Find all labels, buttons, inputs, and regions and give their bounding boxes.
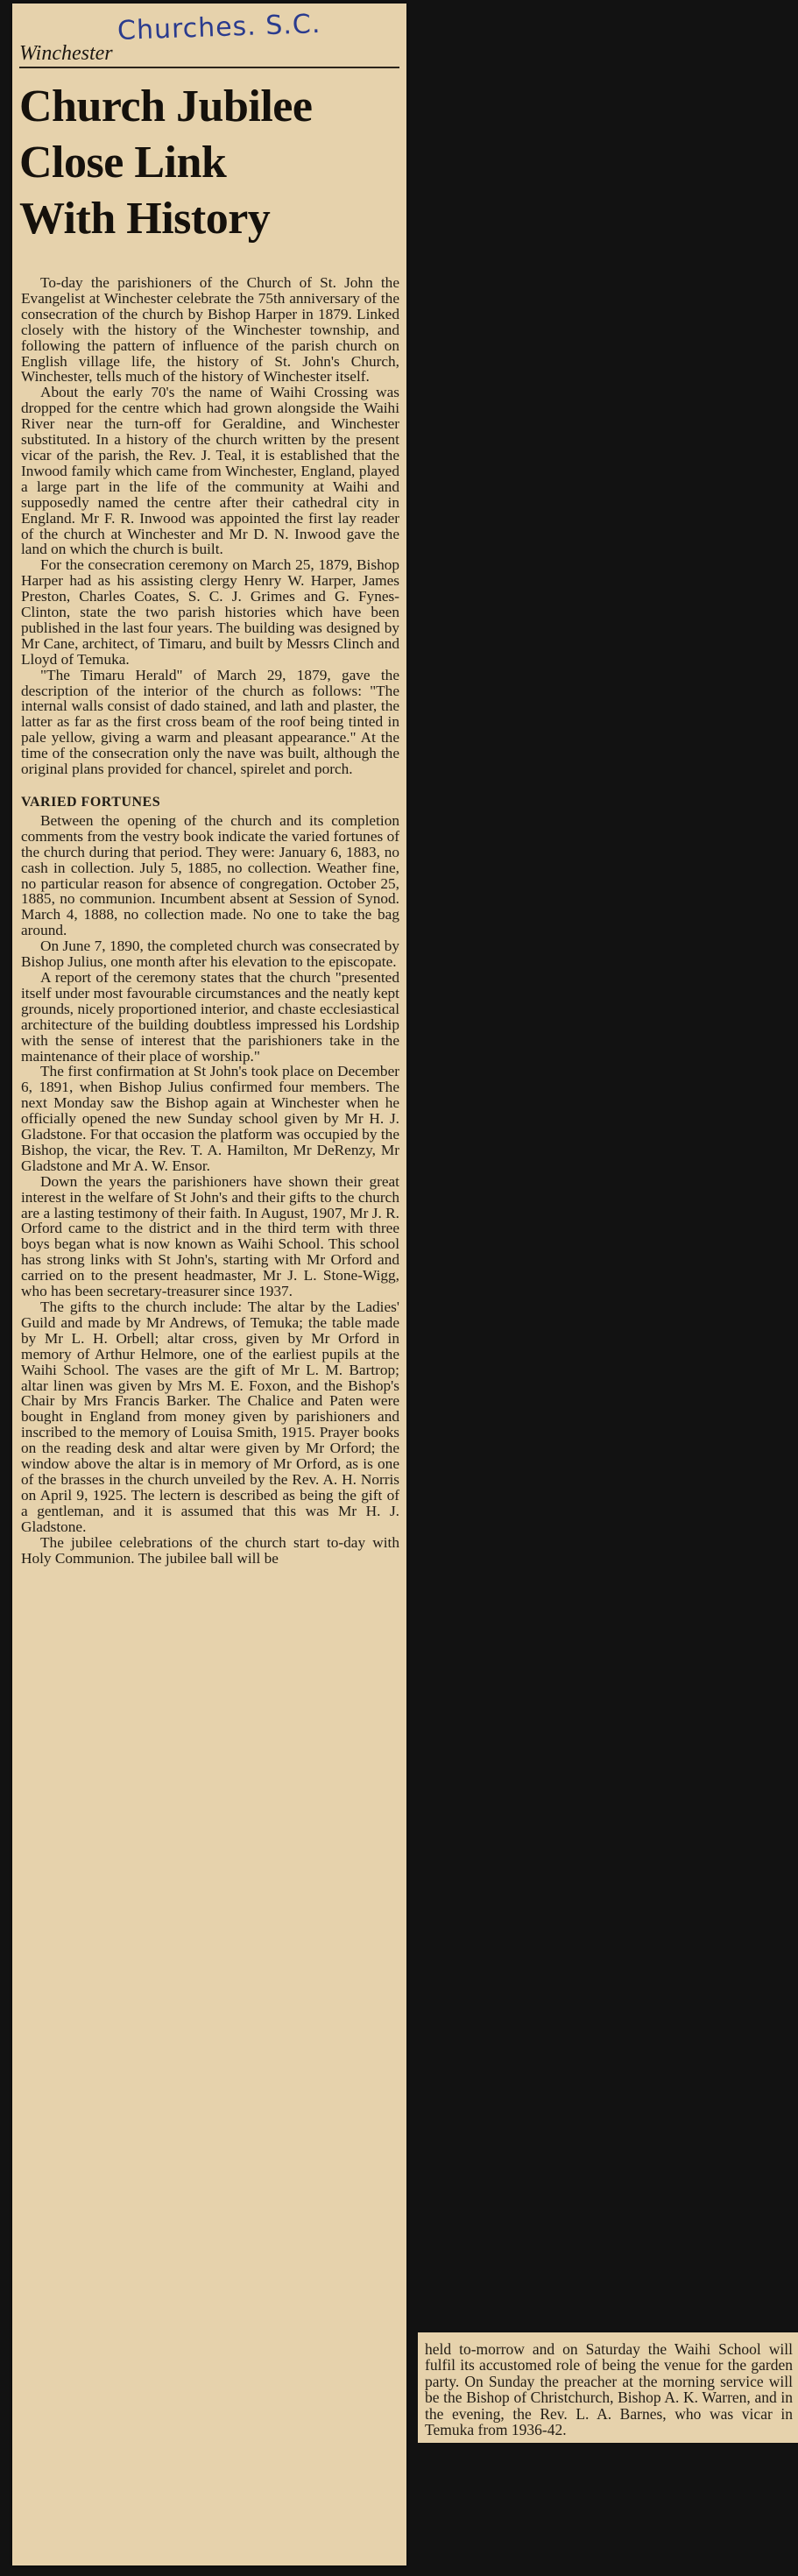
paragraph: The jubilee celebrations of the church start to-day with Holy Communion. The jubilee ball will be	[21, 1533, 399, 1567]
newspaper-clipping-main	[12, 4, 406, 2565]
paragraph: A report of the ceremony states that the church "presented itself under most favourable circumstances and the neatly kept grounds, nicely proportioned interior, and chaste ecclesiastical architecture of the building doubtless impressed his Lordship with the sense of interest that the parishioners take in the maintenance of their place of worship."	[21, 968, 399, 1065]
newspaper-clipping-continuation	[418, 2332, 798, 2443]
paragraph: The gifts to the church include: The altar by the Ladies' Guild and made by Mr Andrews, of Temuka; the table made by Mr L. H. Orbell; altar cross, given by Mr Orford in memory of Arthur Helmore, one of the earliest pupils at the Waihi School. The vases are the gift of Mr L. M. Bartrop; altar linen was given by Mrs M. E. Foxon, and the Bishop's Chair by Mrs Francis Barker. The Chalice and Paten were bought in England from money given by parishioners and inscribed to the memory of Louisa Smith, 1915. Prayer books on the reading desk and altar were given by Mr Orford; the window above the altar is in memory of Mr Orford, as is one of the brasses in the church unveiled by the Rev. A. H. Norris on April 9, 1925. The lectern is described as being the gift of a gentleman, and it is assumed that this was Mr H. J. Gladstone.	[21, 1299, 399, 1535]
paragraph: held to-morrow and on Saturday the Waihi School will fulfil its accustomed role of being the venue for the garden party. On Sunday the preacher at the morning service will be the Bishop of Christchurch, Bishop A. K. Warren, and in the evening, the Rev. L. A. Barnes, who was vicar in Temuka from 1936-42.	[425, 2340, 793, 2439]
paragraph: To-day the parishioners of the Church of St. John the Evangelist at Winchester celebrate the 75th anniversary of the consecration of the church by Bishop Harper in 1879. Linked closely with the history of the Winchester township, and following the pattern of influence of the parish church on English village life, the history of St. John's Church, Winchester, tells much of the history of Winchester itself.	[21, 274, 399, 386]
subheading: VARIED FORTUNES	[21, 795, 161, 810]
handwritten-note: Churches. S.C.	[117, 8, 321, 47]
headline	[19, 79, 405, 247]
paragraph: About the early 70's the name of Waihi Crossing was dropped for the centre which had grown alongside the Waihi River near the turn-off for Geraldine, and Winchester substituted. In a history of the church written by the present vicar of the parish, the Rev. J. Teal, it is established that the Inwood family which came from Winchester, England, played a large part in the life of the community at Waihi and supposedly named the centre after their cathedral city in England. Mr F. R. Inwood was appointed the first lay reader of the church at Winchester and Mr D. N. Inwood gave the land on which the church is built.	[21, 384, 399, 558]
paragraph: Between the opening of the church and its completion comments from the vestry book indicate the varied fortunes of the church during that period. They were: January 6, 1883, no cash in collection. July 5, 1885, no collection. Weather fine, no particular reason for absence of congregation. October 25, 1885, no communion. Incumbent absent at Session of Synod. March 4, 1888, no collection made. No one to take the bag around.	[21, 811, 399, 939]
paragraph: "The Timaru Herald" of March 29, 1879, gave the description of the interior of the church as follows: "The internal walls consist of dado stained, and lath and plaster, the latter as far as the first cross beam of the roof being tinted in pale yellow, giving a warm and pleasant appearance." At the time of the consecration only the nave was built, although the original plans provided for chancel, spirelet and porch.	[21, 666, 399, 778]
article-body	[21, 275, 399, 1566]
paragraph: For the consecration ceremony on March 25, 1879, Bishop Harper had as his assisting clergy Henry W. Harper, James Preston, Charles Coates, S. C. J. Grimes and G. Fynes-Clinton, state the two parish histories which have been published in the last four years. The building was designed by Mr Cane, architect, of Timaru, and built by Messrs Clinch and Lloyd of Temuka.	[21, 556, 399, 668]
placename: Winchester	[19, 42, 113, 65]
divider	[19, 67, 399, 68]
headline-line-1: Church Jubilee	[19, 81, 313, 131]
paragraph: On June 7, 1890, the completed church was consecrated by Bishop Julius, one month after his elevation to the episcopate.	[21, 938, 399, 971]
paragraph: The first confirmation at St John's took place on December 6, 1891, when Bishop Julius confirmed four members. The next Monday saw the Bishop again at Winchester when he officially opened the new Sunday school given by Mr H. J. Gladstone. For that occasion the platform was occupied by the Bishop, the vicar, the Rev. T. A. Hamilton, Mr DeRenzy, Mr Gladstone and Mr A. W. Ensor.	[21, 1063, 399, 1174]
paragraph: Down the years the parishioners have shown their great interest in the welfare of St John's and their gifts to the church are a lasting testimony of their faith. In August, 1907, Mr J. R. Orford came to the district and in the third term with three boys began what is now known as Waihi School. This school has strong links with St John's, starting with Mr Orford and carried on to the present headmaster, Mr J. L. Stone-Wigg, who has been secretary-treasurer since 1937.	[21, 1172, 399, 1300]
headline-line-2: Close Link	[19, 138, 227, 188]
continuation-text	[425, 2341, 793, 2438]
headline-line-3: With History	[19, 194, 271, 244]
